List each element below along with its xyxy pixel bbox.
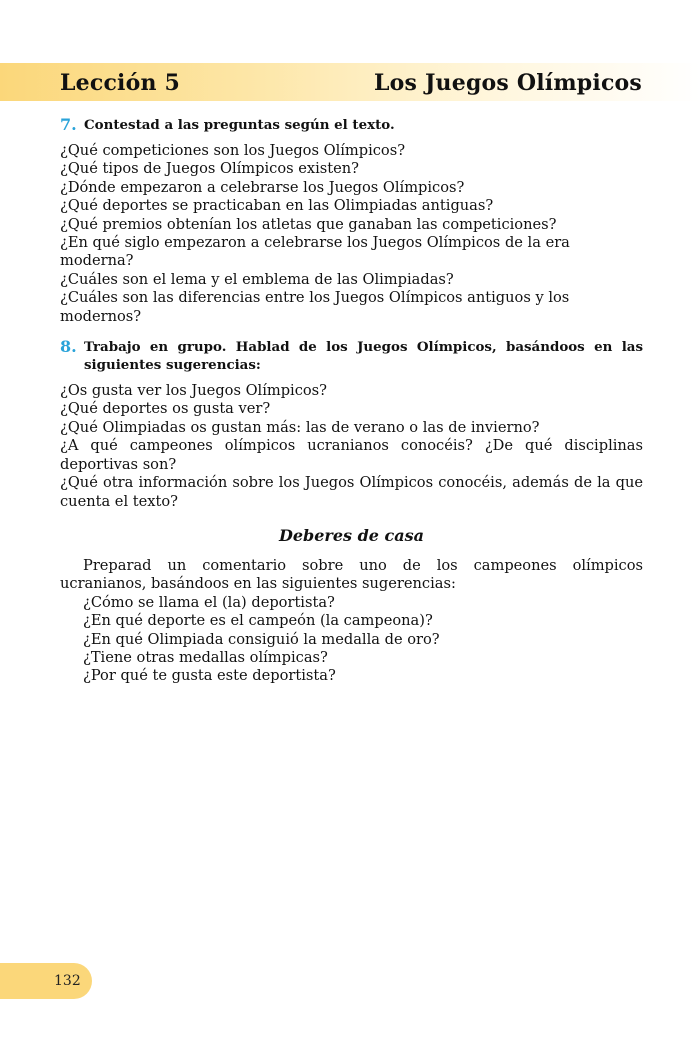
homework-title: Deberes de casa	[278, 525, 425, 545]
exercise-8-questions	[60, 382, 643, 511]
exercise-7-heading	[60, 116, 643, 134]
exercise-7-number: 7.	[60, 115, 77, 134]
page-number: 132	[54, 973, 81, 989]
topic-title: Los Juegos Olímpicos	[373, 70, 642, 96]
question: ¿En qué deporte es el campeón (la campeona)?	[83, 612, 433, 630]
question: ¿Qué otra información sobre los Juegos Olímpicos conocéis, además de la que cuenta el texto?	[60, 474, 643, 510]
question: ¿Qué deportes se practicaban en las Olimpiadas antiguas?	[60, 197, 494, 215]
homework-questions	[60, 594, 643, 686]
page-content	[60, 116, 643, 686]
question: ¿Qué tipos de Juegos Olímpicos existen?	[60, 160, 359, 178]
question: ¿Dónde empezaron a celebrarse los Juegos Olímpicos?	[60, 178, 465, 196]
question: ¿Cómo se llama el (la) deportista?	[83, 593, 335, 611]
exercise-7-instruction: Contestad a las preguntas según el texto.	[84, 117, 395, 133]
exercise-7-questions	[60, 142, 643, 326]
question: ¿Qué Olimpiadas os gustan más: las de verano o las de invierno?	[60, 418, 540, 436]
question: ¿Qué deportes os gusta ver?	[60, 400, 271, 418]
question: ¿Cuáles son las diferencias entre los Juegos Olímpicos antiguos y los modernos?	[60, 289, 570, 325]
exercise-8-number: 8.	[60, 337, 77, 357]
question: ¿Os gusta ver los Juegos Olímpicos?	[60, 382, 327, 400]
question: ¿En qué siglo empezaron a celebrarse los Juegos Olímpicos de la era moderna?	[60, 234, 570, 270]
homework-intro: Preparad un comentario sobre uno de los campeones olímpicos ucranianos, basándoos en las siguientes sugerencias:	[60, 556, 643, 593]
exercise-8-heading	[60, 338, 643, 374]
lesson-title: Lección 5	[60, 70, 181, 96]
question: ¿Por qué te gusta este deportista?	[83, 667, 336, 685]
question: ¿Cuáles son el lema y el emblema de las Olimpiadas?	[60, 270, 454, 288]
question: ¿Qué competiciones son los Juegos Olímpicos?	[60, 142, 406, 159]
question: ¿Tiene otras medallas olímpicas?	[83, 648, 328, 666]
question: ¿En qué Olimpiada consiguió la medalla de oro?	[83, 630, 440, 648]
exercise-8-instruction: Trabajo en grupo. Hablad de los Juegos Olímpicos, basándoos en las siguientes sugerencias:	[84, 339, 643, 374]
question: ¿Qué premios obtenían los atletas que ganaban las competiciones?	[60, 215, 557, 233]
question: ¿A qué campeones olímpicos ucranianos conocéis? ¿De qué disciplinas deportivas son?	[60, 437, 643, 473]
